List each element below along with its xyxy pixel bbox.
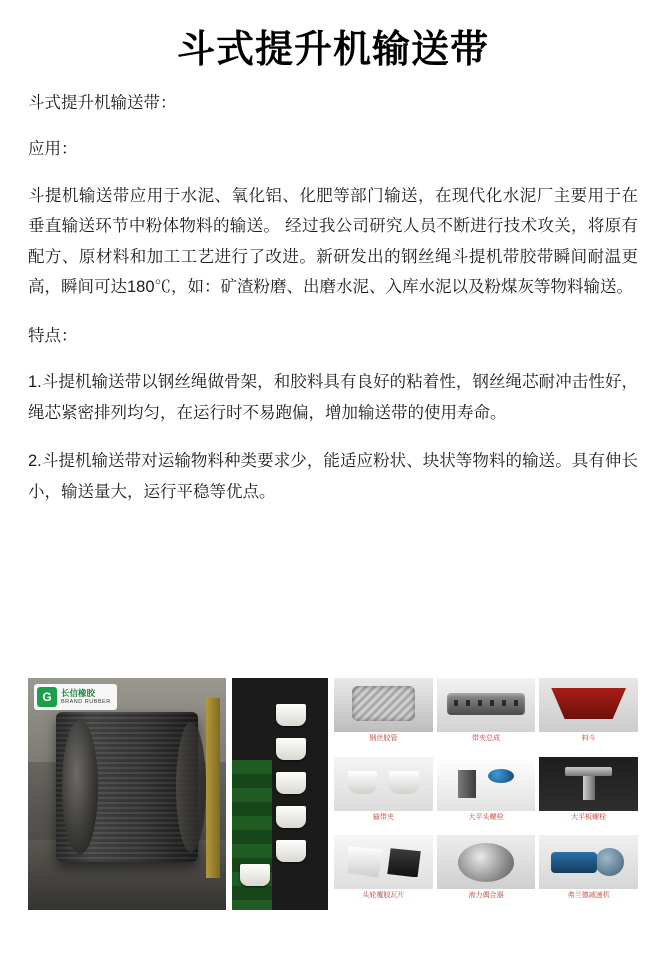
accessory-item bbox=[437, 835, 536, 910]
logo-text bbox=[61, 689, 111, 705]
fluid-coupling-icon bbox=[437, 835, 536, 889]
belt-clamp-assembly-icon bbox=[437, 678, 536, 732]
conveyor-belt-roll-photo bbox=[28, 678, 226, 910]
pulley-rubber-lagging-icon bbox=[334, 835, 433, 889]
document-page bbox=[0, 28, 666, 958]
accessory-caption: 输带夹 bbox=[372, 813, 394, 821]
accessory-item bbox=[539, 757, 638, 832]
paragraph-feature-1: 1.斗提机输送带以钢丝绳做骨架，和胶料具有良好的粘着性，钢丝绳芯耐冲击性好，绳芯紧密排列均匀，在运行时不易跑偏，增加输送带的使用寿命。 bbox=[28, 373, 638, 422]
accessory-thumbnail-grid bbox=[334, 678, 638, 910]
page-title: 斗式提升机输送带 bbox=[176, 29, 489, 71]
gear-reducer-icon bbox=[539, 835, 638, 889]
bucket bbox=[276, 738, 306, 760]
bucket bbox=[276, 806, 306, 828]
accessory-caption: 大平板螺栓 bbox=[571, 813, 607, 821]
accessory-item bbox=[539, 678, 638, 753]
paragraph-intro: 斗式提升机输送带： bbox=[28, 93, 177, 112]
bucket bbox=[276, 772, 306, 794]
steel-cord-hose-icon bbox=[334, 678, 433, 732]
logo-english-name: BRAND RUBBER bbox=[61, 698, 111, 705]
bucket bbox=[276, 840, 306, 862]
paragraph-features-heading: 特点： bbox=[28, 326, 78, 345]
accessory-item bbox=[334, 678, 433, 753]
accessory-item bbox=[437, 757, 536, 832]
belt-roll bbox=[56, 712, 198, 862]
brand-logo bbox=[34, 684, 117, 710]
yellow-post bbox=[206, 698, 220, 878]
accessory-item bbox=[437, 678, 536, 753]
elevator-buckets-photo bbox=[232, 678, 328, 910]
accessory-caption: 大平头螺栓 bbox=[468, 813, 504, 821]
belt-clip-icon bbox=[334, 757, 433, 811]
accessory-caption: 带夹总成 bbox=[471, 735, 500, 742]
paragraph-application-heading: 应用： bbox=[28, 140, 78, 159]
article-body bbox=[0, 88, 666, 508]
accessory-item bbox=[334, 757, 433, 832]
image-gallery bbox=[28, 678, 638, 910]
logo-chinese-name: 长信橡胶 bbox=[61, 688, 96, 698]
accessory-item bbox=[334, 835, 433, 910]
accessory-caption: 头轮覆胶瓦片 bbox=[362, 892, 405, 900]
flat-head-bolt-icon bbox=[437, 757, 536, 811]
paragraph-feature-2: 2.斗提机输送带对运输物料种类要求少，能适应粉状、块状等物料的输送。具有伸长小，输送量大，运行平稳等优点。 bbox=[28, 452, 638, 501]
bucket bbox=[240, 864, 270, 886]
accessory-caption: 料斗 bbox=[581, 735, 596, 742]
green-frame bbox=[232, 760, 272, 910]
flat-plate-bolt-icon bbox=[539, 757, 638, 811]
logo-mark-icon: G bbox=[37, 687, 57, 707]
accessory-caption: 钢丝胶管 bbox=[369, 735, 398, 742]
accessory-caption: 弗兰德减速机 bbox=[567, 892, 610, 900]
bucket bbox=[276, 704, 306, 726]
accessory-item bbox=[539, 835, 638, 910]
paragraph-application-body: 斗提机输送带应用于水泥、氧化铝、化肥等部门输送，在现代化水泥厂主要用于在垂直输送环节中粉体物料的输送。 经过我公司研究人员不断进行技术攻关，将原有配方、原材料和加工工艺进行了改进。新研发出的钢丝绳斗提机带胶带瞬间耐温更高，瞬间可达180℃，如：矿渣粉磨、出磨水泥、入库水泥以及粉煤灰等物料输送。 bbox=[28, 186, 638, 297]
hopper-icon bbox=[539, 678, 638, 732]
accessory-caption: 液力偶合器 bbox=[468, 892, 504, 900]
